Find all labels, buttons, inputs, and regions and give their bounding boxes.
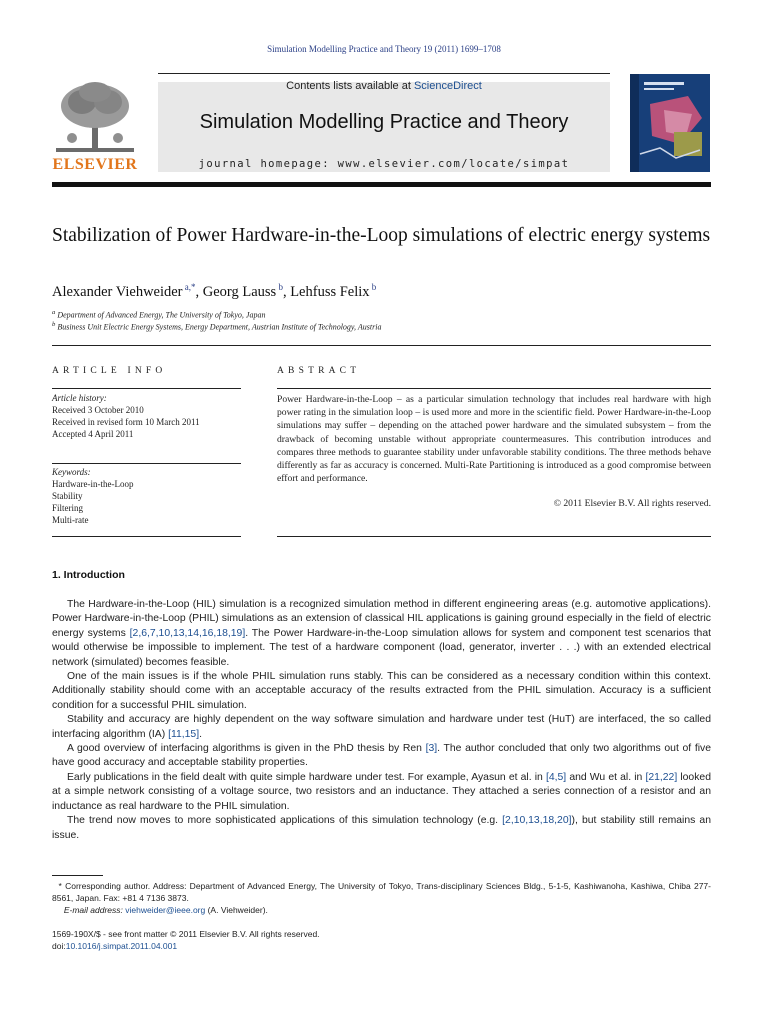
issn-line: 1569-190X/$ - see front matter © 2011 Elsevier B.V. All rights reserved. [52,929,320,939]
keyword-item: Multi-rate [52,515,89,525]
journal-reference[interactable]: Simulation Modelling Practice and Theory 19 (2011) 1699–1708 [267,44,501,54]
doi-prefix: doi: [52,941,66,951]
doi-line [52,940,320,952]
citation-link[interactable]: [3] [425,743,438,755]
author-name: Georg Lauss [202,283,277,300]
affiliation-text: Department of Advanced Energy, The University of Tokyo, Japan [57,310,266,320]
paragraph-text: Early publications in the field dealt with quite simple hardware under test. For example, Ayasun et al. in [67,771,546,783]
intro-paragraph [52,814,711,843]
keyword-item: Filtering [52,503,83,513]
abstract-copyright: © 2011 Elsevier B.V. All rights reserved. [553,498,711,509]
paragraph-text: ), but stability still remains an issue. [52,815,711,841]
footnote-mark: * [58,881,62,891]
citation-link[interactable]: [2,10,13,18,20] [502,815,572,827]
affiliation-mark: b [52,321,56,328]
keyword-item: Stability [52,491,83,501]
footnote-corresponding-text: Corresponding author. Address: Department of Advanced Energy, The University of Tokyo, Trans-disciplinary Sciences Bldg., 5-1-5, Kashiwanoha, Kashiwa, Chiba 277-8561, Japan. Fax: +81 4 7136 3873. [52,881,711,903]
citation-link[interactable]: [21,22] [645,771,678,783]
homepage-prefix: journal homepage: [198,158,338,170]
intro-paragraph [52,771,711,814]
paragraph-text: The Hardware-in-the-Loop (HIL) simulation is a recognized simulation method in different engineering areas (e.g. automotive applications). Power Hardware-in-the-Loop (PHIL) simulations as an extension of classical HIL applications is gaining ground especially in the field of electric energy systems [52,599,711,639]
contents-line [158,80,610,92]
email-suffix: (A. Viehweider). [205,905,268,915]
abstract-rule [277,536,711,537]
history-received: Received 3 October 2010 [52,405,144,415]
affiliation-text: Business Unit Electric Energy Systems, Energy Department, Austrian Institute of Technology, Austria [57,322,382,332]
contents-prefix: Contents lists available at [286,80,414,92]
corresponding-author-footnote [52,880,711,916]
paragraph-text: The trend now moves to more sophisticated applications of this simulation technology (e.g. [67,815,503,827]
paragraph-text: Stability and accuracy are highly dependent on the way software simulation and hardware under test (HuT) are interfaced, the so called interfacing algorithm (IA) [52,714,711,740]
abstract-heading: ABSTRACT [277,366,361,376]
front-matter [52,928,320,952]
paragraph-text: and Wu et al. in [566,771,646,783]
keyword-item: Hardware-in-the-Loop [52,479,134,489]
abstract-rule [277,388,711,389]
email-link[interactable]: viehweider@ieee.org [125,905,206,915]
footnote-rule [52,875,103,876]
paragraph-text: . The Power Hardware-in-the-Loop simulation allows for system and component test scenarios that would otherwise be impossible to implement. The test of a hardware component (load, generator, inverter . . .) with an extended electrical network (simulated) becomes feasible. [52,627,711,668]
affiliation-b [52,321,381,332]
citation-link[interactable]: [4,5] [545,771,567,783]
intro-paragraph [52,713,711,742]
paragraph-text: One of the main issues is if the whole PHIL simulation runs stably. This can be considered as a necessary condition within this context. Additionally stability should come with an acceptable accuracy of the results extracted from the PHIL simulation. Accuracy is a sufficient condition for a successful PHIL simulation. [52,671,711,711]
introduction-heading: 1. Introduction [52,569,125,581]
author-list [52,282,376,301]
author-separator: , [282,283,291,300]
paragraph-text: . The author concluded that only two algorithms out of five have good accuracy and acceptable stability properties. [52,743,711,769]
affiliation-a [52,309,265,320]
author-affiliation-mark[interactable]: a,* [182,282,196,292]
affiliation-mark: a [52,309,56,316]
paper-title: Stabilization of Power Hardware-in-the-Loop simulations of electric energy systems [52,225,711,246]
intro-paragraph [52,742,711,771]
history-accepted: Accepted 4 April 2011 [52,429,134,439]
journal-title: Simulation Modelling Practice and Theory [199,111,569,133]
keywords [52,466,241,526]
author-name: Alexander Viehweider [52,283,183,300]
author-affiliation-mark[interactable]: b [369,282,377,292]
keywords-label: Keywords: [52,467,91,477]
history-revised: Received in revised form 10 March 2011 [52,417,200,427]
citation-link[interactable]: [11,15] [168,728,200,740]
article-info-rule [52,388,241,389]
article-info-rule [52,463,241,464]
sciencedirect-link[interactable]: ScienceDirect [413,80,482,92]
intro-paragraph [52,598,711,670]
author-separator: , [195,283,203,300]
paragraph-text: A good overview of interfacing algorithms is given in the PhD thesis by Ren [67,743,426,755]
article-info-heading: ARTICLE INFO [52,366,167,376]
history-label: Article history: [52,393,107,403]
doi-link[interactable]: 10.1016/j.simpat.2011.04.001 [65,941,178,951]
header-top-rule [158,73,610,74]
footnote-corresponding [52,880,711,904]
journal-homepage [158,158,610,170]
section-separator [52,345,711,346]
author-name: Lehfuss Felix [290,283,370,300]
publisher-logo-text: ELSEVIER [52,156,138,173]
paragraph-text: looked at a simple network consisting of a voltage source, two resistors and an inductance. They attached a series connection of a resistor and an inductance as real hardware to the PHIL simulation. [52,771,711,812]
introduction-body [52,598,711,843]
journal-cover-image [630,74,710,172]
paragraph-text: . [199,728,202,740]
intro-paragraph [52,670,711,713]
abstract-text: Power Hardware-in-the-Loop – as a particular simulation technology that includes real hardware with high power rating in the simulation loop – is used more and more in the scientific field. Power Hardware-in-the-Loop simulations may suffer – depending on the attached power hardware and the simulated subsystem – from the drawback of becoming unstable without appropriate countermeasures. This contribution introduces and compares three methods to guarantee stability under unfavorable stability conditions. The three methods behave differently as far as accuracy is concerned. Multi-Rate Partitioning is introduced as a good compromise between effort and performance. [277,394,711,485]
email-label: E-mail address: [63,905,123,915]
homepage-link[interactable]: www.elsevier.com/locate/simpat [337,158,570,170]
author-affiliation-mark[interactable]: b [276,282,283,292]
footnote-email [52,904,711,916]
article-history [52,392,241,440]
citation-link[interactable]: [2,6,7,10,13,14,16,18,19] [129,627,246,639]
article-info-rule [52,536,241,537]
header-thick-rule [52,182,711,187]
